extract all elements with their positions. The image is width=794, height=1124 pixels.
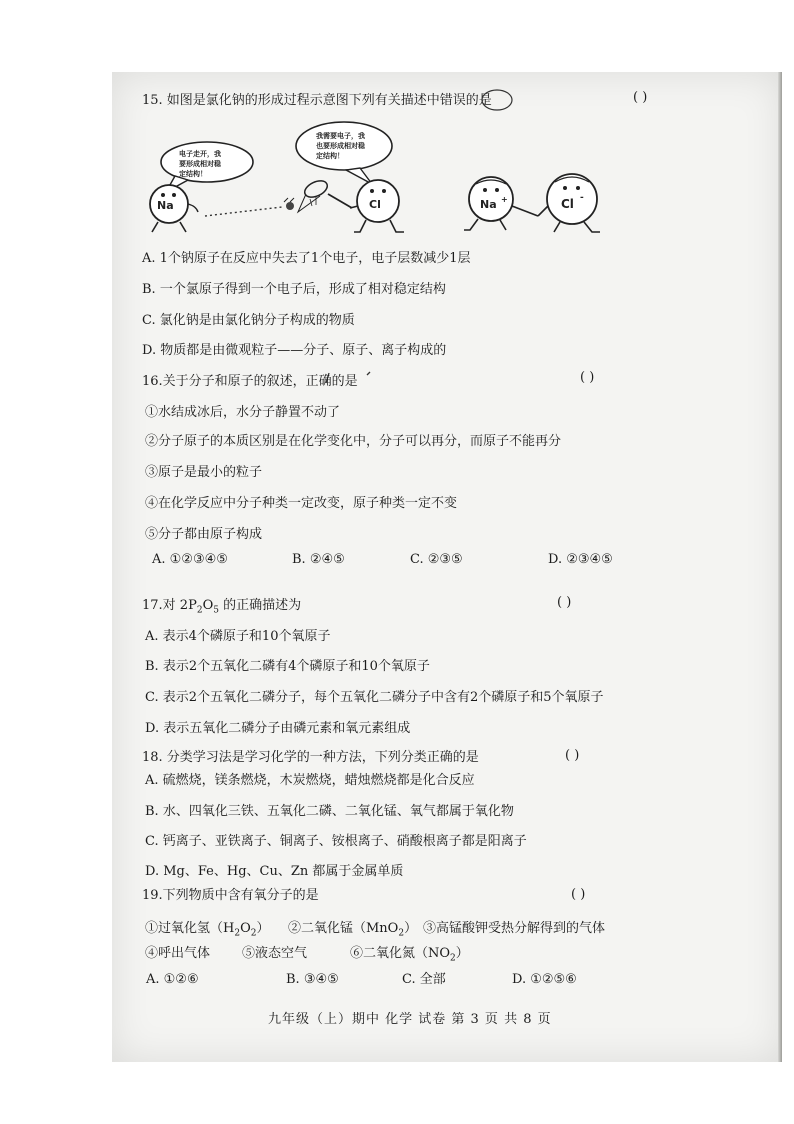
cl-atom-label: Cl [369, 198, 381, 211]
q19-stem: 19.下列物质中含有氧分子的是 [142, 888, 319, 903]
page-footer: 九年级（上）期中 化学 试卷 第 3 页 共 8 页 [268, 1012, 552, 1027]
q19-item-3: ③高锰酸钾受热分解得到的气体 [423, 921, 606, 936]
cl-ion-charge: - [580, 193, 584, 203]
na-ion-character [464, 177, 538, 230]
na-bubble-line-1: 电子走开，我 [179, 150, 221, 158]
q15-option-a: A. 1个钠原子在反应中失去了1个电子，电子层数减少1层 [142, 251, 471, 266]
q18-stem: 18. 分类学习法是学习化学的一种方法，下列分类正确的是 [142, 750, 479, 765]
q16-option-d: D. ②③④⑤ [548, 552, 613, 567]
q19-option-a: A. ①②⑥ [146, 972, 199, 987]
cl-speech-bubble [296, 122, 392, 184]
q19-option-b: B. ③④⑤ [286, 972, 339, 987]
na-atom-label: Na [157, 199, 174, 212]
q19-item-6: ⑥二氧化氮$(NO_2)$ [350, 946, 469, 964]
q17-option-a: A. 表示4个磷原子和10个氧原子 [145, 629, 331, 644]
q16-answer-paren: ( ) [580, 370, 595, 385]
q19-item-2: ②二氧化锰（MnO$_2$） [288, 921, 418, 939]
q15-answer-paren: ( ) [633, 90, 648, 105]
cl-bubble-line-3: 定结构！ [316, 152, 344, 160]
q16-item-4: ④在化学反应中分子种类一定改变，原子种类一定不变 [145, 496, 458, 511]
q15-option-d: D. 物质都是由微观粒子——分子、原子、离子构成的 [142, 343, 447, 358]
q15-stem: 15. 如图是氯化钠的形成过程示意图下列有关描述中错误的是 [142, 93, 492, 108]
q18-option-d: D. Mg、Fe、Hg、Cu、Zn 都属于金属单质 [145, 864, 404, 879]
pen-circle-mark [482, 90, 512, 110]
cl-bubble-line-1: 我需要电子，我 [316, 132, 365, 140]
q16-item-2: ②分子原子的本质区别是在化学变化中，分子可以再分，而原子不能再分 [145, 434, 562, 449]
na-bubble-line-2: 要形成相对稳 [179, 160, 221, 168]
na-ion-charge: + [501, 195, 508, 204]
q18-option-c: C. 钙离子、亚铁离子、铜离子、铵根离子、硝酸根离子都是阳离子 [145, 834, 527, 849]
q15-option-c: C. 氯化钠是由氯化钠分子构成的物质 [142, 313, 355, 328]
na-bubble-line-3: 定结构！ [179, 170, 207, 178]
q19-option-d: D. ①②⑤⑥ [512, 972, 577, 987]
q16-option-c: C. ②③⑤ [410, 552, 463, 567]
q16-item-1: ①水结成冰后，水分子静置不动了 [145, 405, 341, 420]
butterfly-net [298, 178, 352, 212]
q17-stem: 17.对 $2P_2O_5$ 的正确描述为 [142, 598, 302, 616]
cl-bubble-line-2: 也要形成相对稳 [316, 142, 365, 150]
q16-item-3: ③原子是最小的粒子 [145, 465, 263, 480]
q19-option-c: C. 全部 [402, 972, 446, 987]
na-atom-character [150, 185, 198, 232]
q19-item-5: ⑤液态空气 [242, 946, 308, 961]
q16-option-a: A. ①②③④⑤ [152, 552, 228, 567]
cl-atom-character [350, 180, 404, 232]
q15-option-b: B. 一个氯原子得到一个电子后，形成了相对稳定结构 [142, 282, 446, 297]
q17-option-c: C. 表示2个五氧化二磷分子，每个五氧化二磷分子中含有2个磷原子和5个氧原子 [145, 690, 604, 705]
cl-ion-label: Cl [561, 197, 574, 211]
cl-ion-character [538, 174, 600, 232]
q18-answer-paren: ( ) [565, 748, 580, 763]
q18-option-b: B. 水、四氧化三铁、五氧化二磷、二氧化锰、氧气都属于氧化物 [145, 804, 514, 819]
q18-option-a: A. 硫燃烧，镁条燃烧，木炭燃烧，蜡烛燃烧都是化合反应 [145, 773, 475, 788]
q19-answer-paren: ( ) [571, 887, 586, 902]
q16-option-b: B. ②④⑤ [292, 552, 345, 567]
na-speech-bubble [161, 142, 253, 192]
na-ion-label: Na [480, 198, 497, 211]
q17-option-d: D. 表示五氧化二磷分子由磷元素和氧元素组成 [145, 721, 411, 736]
q19-item-4: ④呼出气体 [145, 946, 211, 961]
q16-stem: 16.关于分子和原子的叙述，正确的是 [142, 374, 358, 389]
q19-item-1: ①过氧化氢$(H_2O_2)$ [145, 921, 270, 939]
q17-answer-paren: ( ) [557, 595, 572, 610]
q16-item-5: ⑤分子都由原子构成 [145, 527, 263, 542]
electron-trail [205, 198, 294, 216]
q17-option-b: B. 表示2个五氧化二磷有4个磷原子和10个氧原子 [145, 659, 430, 674]
